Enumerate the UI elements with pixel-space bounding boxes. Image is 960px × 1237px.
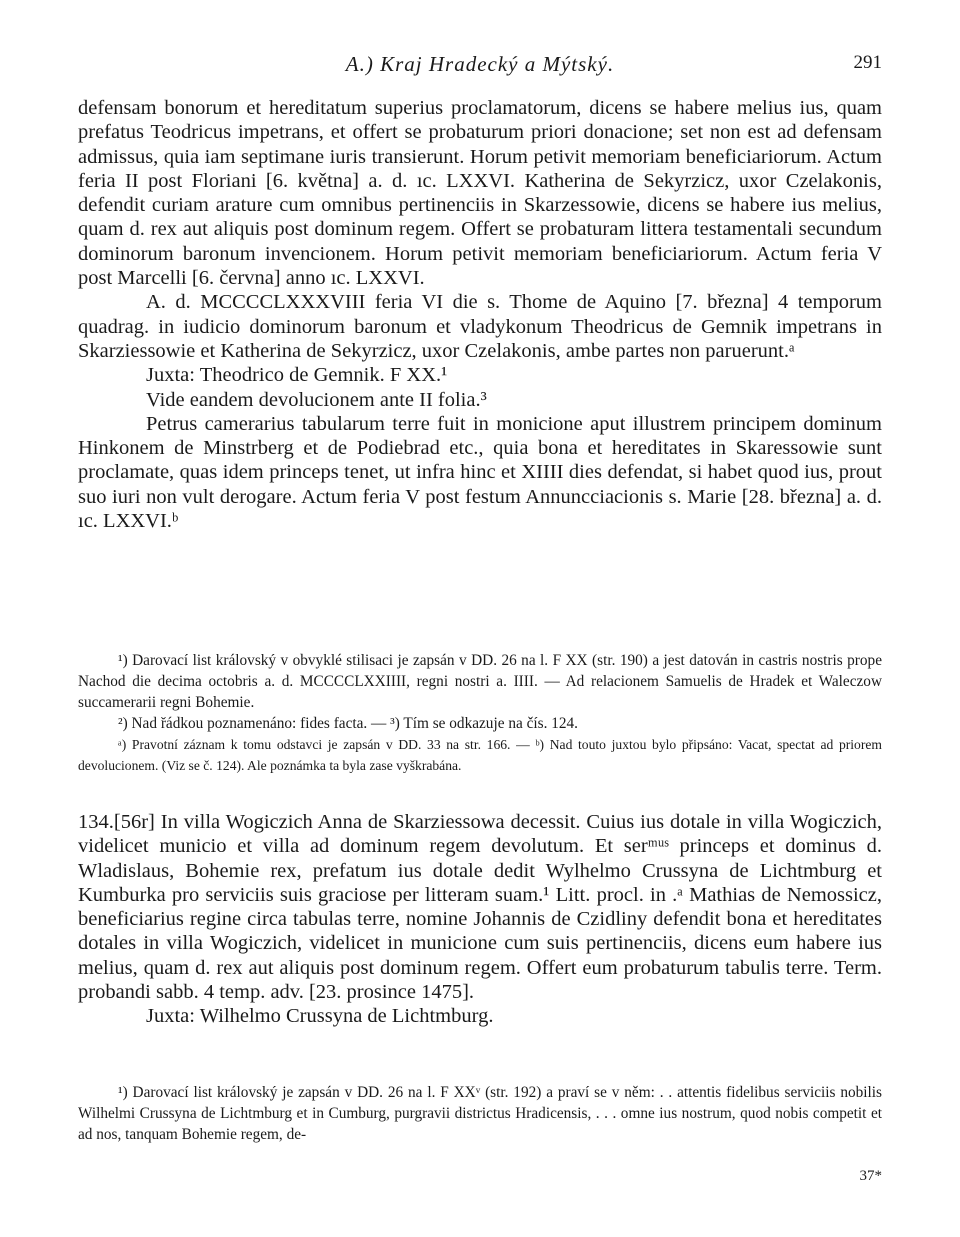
footnote-1: ¹) Darovací list královský v obvyklé stilisaci je zapsán v DD. 26 na l. F XX (str. 190) a jest datován in castris nostris prope Nachod die decima octobris a. d. MCCCCLXXIIII, regni nostri a. IIII. — Ad relacionem Samuelis de Hradek et Waleczow succamerarii regni Bohemie. [78,652,882,711]
vide-line: Vide eandem devolucionem ante II folia.³ [146,388,487,411]
signature-mark: 37* [859,1168,882,1184]
entry-134-block [78,810,882,1029]
paragraph-defensam: defensam bonorum et hereditatum superius proclamatorum, dicens se habere melius ius, quam prefatus Teodricus impetrans, et offert se probaturum priori donacione; set non est ad defensam admissus, quia iam septimane iuris transierunt. Horum petivit memoriam beneficiariorum. Actum feria II post Floriani [6. května] a. d. ıc. LXXVI. Katherina de Sekyrzicz, uxor Czelakonis, defendit curiam arature cum omnibus pertinenciis in Skarzessowie, dicens se habere ius melius, quam d. rex aut aliquis post dominum regem. Offert se probaturam littera testamentali secundum dominorum baronum invencionem. Horum petivit memoriam beneficiariorum. Actum feria V post Marcelli [6. června] anno ıc. LXXVI. [78,97,882,290]
paragraph-ad-mcccclxxxviii: A. d. MCCCCLXXXVIII feria VI die s. Thome de Aquino [7. března] 4 temporum quadrag. in iudicio dominorum baronum et vladykonum Theodricus de Gemnik impetrans in Skarziessowie et Katherina de Sekyrzicz, uxor Czelakonis, ambe partes non paruerunt.ᵃ [78,291,882,362]
paragraph-134: 134.[56r] In villa Wogiczich Anna de Skarziessowa decessit. Cuius ius dotale in villa Wogiczich, videlicet municio et villa ad dominum regem devolutum. Et serᵐᵘˢ princeps et dominus d. Wladislaus, Bohemie rex, prefatum ius dotale dedit Wylhelmo Crussyna de Lichtmburg et Kumburka pro serviciis suis graciose per litteram suam.¹ Litt. procl. in .ᵃ Mathias de Nemossicz, beneficiarius regine circa tabulas terre, nomine Johannis de Czidliny defendit bona et hereditates dotales in villa Wogiczich, videlicet in municione cum suis pertinenciis, dicens eum habere ius melius, quam d. rex aut aliquis post dominum regem. Offert eum probaturum tabulis terre. Term. probandi sabb. 4 temp. adv. [23. prosince 1475]. [78,811,882,1004]
footnote-a-b: ᵃ) Pravotní záznam k tomu odstavci je zapsán v DD. 33 na str. 166. — ᵇ) Nad touto juxtou bylo připsáno: Vacat, spectat ad priorem devolucionem. (Viz se č. 124). Ale poznámka ta byla zase vyškrabána. [78,737,882,773]
footnotes-block-134 [78,1082,882,1145]
page-header [78,52,882,82]
running-title: A.) Kraj Hradecký a Mýtský. [345,52,615,76]
page-number: 291 [853,52,882,73]
footnote-2-3: ²) Nad řádkou poznamenáno: fides facta. — ³) Tím se odkazuje na čís. 124. [118,715,578,732]
paragraph-petrus: Petrus camerarius tabularum terre fuit in monicione aput illustrem principem dominum Hinkonem de Minstrberg et de Podiebrad etc., quia bona et hereditates in Skaressowie sunt proclamate, quas idem princeps tenet, ut infra hinc et XIIII dies defendat, si habet quod ius, prout suo iuri non vult derogare. Actum feria V post festum Annuncciacionis s. Marie [28. března] a. d. ıc. LXXVI.ᵇ [78,412,882,533]
juxta-line-134: Juxta: Wilhelmo Crussyna de Lichtmburg. [146,1005,494,1028]
footnotes-block [78,650,882,776]
footnote-134-1: ¹) Darovací list královský je zapsán v DD. 26 na l. F XXᵛ (str. 192) a praví se v něm: . . attentis fidelibus serviciis nobilis Wilhelmi Crussyna de Lichtmburg et in Cumburg, purgravii districtus Hradicensis, . . . omne ius nostrum, quod nobis competit et ad nos, tanquam Bohemie regem, de- [78,1084,882,1143]
juxta-line: Juxta: Theodrico de Gemnik. F XX.¹ [146,364,448,387]
entry-text-block [78,96,882,533]
